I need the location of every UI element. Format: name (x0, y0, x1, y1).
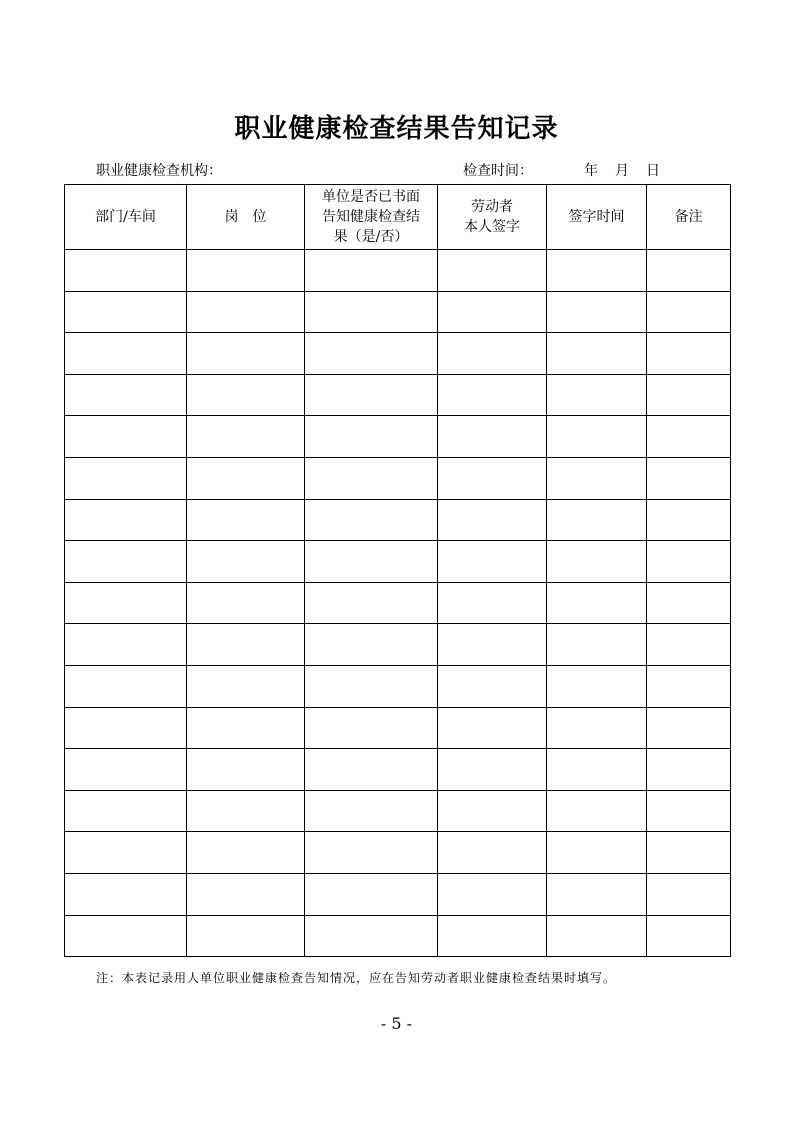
table-row (65, 457, 731, 499)
cell-written-notice[interactable] (305, 832, 438, 874)
exam-date (584, 160, 677, 180)
table-row (65, 707, 731, 749)
year-label: 年 (584, 163, 598, 179)
cell-department[interactable] (65, 291, 187, 333)
cell-signature-time[interactable] (547, 499, 647, 541)
cell-written-notice[interactable] (305, 457, 438, 499)
cell-written-notice[interactable] (305, 707, 438, 749)
header-department (65, 185, 187, 250)
cell-position[interactable] (187, 333, 305, 375)
header-text: 岗 位 (224, 209, 267, 225)
cell-remarks[interactable] (647, 499, 731, 541)
cell-remarks[interactable] (647, 665, 731, 707)
table-row (65, 873, 731, 915)
header-text: 备注 (674, 209, 703, 225)
cell-signature-time[interactable] (547, 790, 647, 832)
cell-worker-signature[interactable] (438, 333, 547, 375)
header-worker-signature (438, 185, 547, 250)
header-text: 劳动者 (471, 199, 513, 215)
cell-position[interactable] (187, 541, 305, 583)
cell-position[interactable] (187, 873, 305, 915)
cell-position[interactable] (187, 665, 305, 707)
cell-worker-signature[interactable] (438, 541, 547, 583)
cell-remarks[interactable] (647, 250, 731, 292)
cell-remarks[interactable] (647, 790, 731, 832)
cell-written-notice[interactable] (305, 582, 438, 624)
cell-worker-signature[interactable] (438, 582, 547, 624)
cell-worker-signature[interactable] (438, 499, 547, 541)
cell-position[interactable] (187, 250, 305, 292)
exam-org-label: 职业健康检查机构： (96, 163, 222, 179)
header-text: 单位是否已书面 (322, 189, 420, 205)
cell-department[interactable] (65, 250, 187, 292)
cell-remarks[interactable] (647, 832, 731, 874)
cell-worker-signature[interactable] (438, 624, 547, 666)
cell-position[interactable] (187, 457, 305, 499)
cell-department[interactable] (65, 333, 187, 375)
cell-worker-signature[interactable] (438, 250, 547, 292)
cell-written-notice[interactable] (305, 499, 438, 541)
cell-position[interactable] (187, 832, 305, 874)
cell-position[interactable] (187, 915, 305, 957)
table-row (65, 250, 731, 292)
cell-worker-signature[interactable] (438, 873, 547, 915)
cell-written-notice[interactable] (305, 749, 438, 791)
cell-position[interactable] (187, 624, 305, 666)
cell-department[interactable] (65, 665, 187, 707)
cell-position[interactable] (187, 416, 305, 458)
cell-worker-signature[interactable] (438, 790, 547, 832)
cell-department[interactable] (65, 790, 187, 832)
header-remarks (647, 185, 731, 250)
cell-position[interactable] (187, 749, 305, 791)
cell-signature-time[interactable] (547, 582, 647, 624)
cell-position[interactable] (187, 707, 305, 749)
exam-time-label: 检查时间： (463, 163, 533, 179)
document-title: 职业健康检查结果告知记录 (234, 114, 559, 144)
day-label: 日 (646, 163, 660, 179)
cell-signature-time[interactable] (547, 624, 647, 666)
cell-remarks[interactable] (647, 624, 731, 666)
cell-signature-time[interactable] (547, 873, 647, 915)
cell-worker-signature[interactable] (438, 915, 547, 957)
table-row (65, 541, 731, 583)
month-label: 月 (615, 163, 629, 179)
table-row (65, 624, 731, 666)
footnote: 注：本表记录用人单位职业健康检查告知情况，应在告知劳动者职业健康检查结果时填写。 (96, 971, 617, 985)
cell-worker-signature[interactable] (438, 416, 547, 458)
table-header-row (65, 185, 731, 250)
header-written-notice (305, 185, 438, 250)
table-row (65, 749, 731, 791)
cell-department[interactable] (65, 915, 187, 957)
cell-written-notice[interactable] (305, 873, 438, 915)
cell-department[interactable] (65, 707, 187, 749)
table-row (65, 582, 731, 624)
table-row (65, 291, 731, 333)
cell-remarks[interactable] (647, 915, 731, 957)
cell-written-notice[interactable] (305, 416, 438, 458)
cell-written-notice[interactable] (305, 665, 438, 707)
cell-worker-signature[interactable] (438, 457, 547, 499)
cell-remarks[interactable] (647, 333, 731, 375)
cell-department[interactable] (65, 499, 187, 541)
cell-signature-time[interactable] (547, 333, 647, 375)
cell-department[interactable] (65, 582, 187, 624)
cell-signature-time[interactable] (547, 457, 647, 499)
cell-worker-signature[interactable] (438, 707, 547, 749)
cell-remarks[interactable] (647, 291, 731, 333)
cell-worker-signature[interactable] (438, 832, 547, 874)
table-row (65, 832, 731, 874)
cell-written-notice[interactable] (305, 291, 438, 333)
cell-remarks[interactable] (647, 873, 731, 915)
cell-position[interactable] (187, 582, 305, 624)
notification-record-table (64, 184, 731, 957)
cell-signature-time[interactable] (547, 541, 647, 583)
table-row (65, 416, 731, 458)
cell-signature-time[interactable] (547, 832, 647, 874)
cell-remarks[interactable] (647, 707, 731, 749)
header-signature-time (547, 185, 647, 250)
cell-signature-time[interactable] (547, 291, 647, 333)
cell-department[interactable] (65, 749, 187, 791)
cell-department[interactable] (65, 624, 187, 666)
cell-department[interactable] (65, 374, 187, 416)
cell-worker-signature[interactable] (438, 374, 547, 416)
cell-department[interactable] (65, 541, 187, 583)
table-row (65, 374, 731, 416)
cell-worker-signature[interactable] (438, 749, 547, 791)
cell-signature-time[interactable] (547, 250, 647, 292)
cell-written-notice[interactable] (305, 541, 438, 583)
header-text: 告知健康检查结 (322, 209, 420, 225)
cell-written-notice[interactable] (305, 624, 438, 666)
table-row (65, 790, 731, 832)
cell-remarks[interactable] (647, 416, 731, 458)
cell-remarks[interactable] (647, 374, 731, 416)
table-row (65, 333, 731, 375)
cell-signature-time[interactable] (547, 749, 647, 791)
cell-signature-time[interactable] (547, 665, 647, 707)
cell-written-notice[interactable] (305, 915, 438, 957)
header-text: 果（是/否） (333, 229, 409, 245)
cell-remarks[interactable] (647, 582, 731, 624)
header-position (187, 185, 305, 250)
cell-department[interactable] (65, 457, 187, 499)
table-row (65, 499, 731, 541)
cell-position[interactable] (187, 499, 305, 541)
cell-signature-time[interactable] (547, 915, 647, 957)
cell-position[interactable] (187, 291, 305, 333)
cell-department[interactable] (65, 416, 187, 458)
cell-department[interactable] (65, 873, 187, 915)
cell-signature-time[interactable] (547, 416, 647, 458)
cell-department[interactable] (65, 832, 187, 874)
cell-written-notice[interactable] (305, 374, 438, 416)
cell-worker-signature[interactable] (438, 291, 547, 333)
cell-written-notice[interactable] (305, 250, 438, 292)
cell-signature-time[interactable] (547, 707, 647, 749)
cell-written-notice[interactable] (305, 333, 438, 375)
header-text: 本人签字 (464, 219, 520, 235)
cell-position[interactable] (187, 790, 305, 832)
page-number: - 5 - (380, 1014, 413, 1033)
cell-position[interactable] (187, 374, 305, 416)
cell-remarks[interactable] (647, 749, 731, 791)
cell-remarks[interactable] (647, 541, 731, 583)
table-row (65, 665, 731, 707)
header-text: 部门/车间 (95, 209, 156, 225)
cell-signature-time[interactable] (547, 374, 647, 416)
cell-remarks[interactable] (647, 457, 731, 499)
header-text: 签字时间 (568, 209, 625, 225)
cell-written-notice[interactable] (305, 790, 438, 832)
table-row (65, 915, 731, 957)
cell-worker-signature[interactable] (438, 665, 547, 707)
